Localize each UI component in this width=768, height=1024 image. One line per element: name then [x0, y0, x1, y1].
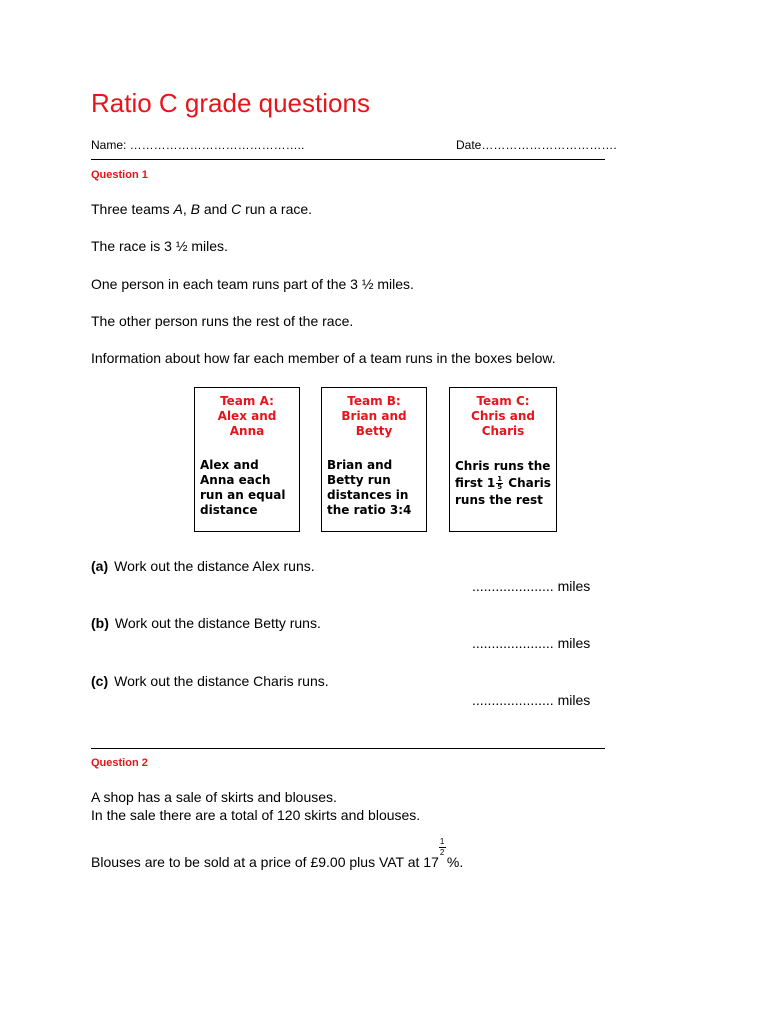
page-title: Ratio C grade questions [91, 88, 370, 118]
team-c-box [449, 387, 557, 532]
q1-paragraph-2: The race is 3 ½ miles. [91, 238, 228, 254]
team-b-box [321, 387, 427, 532]
q1-part-a-answer-line[interactable]: ..................... miles [472, 578, 591, 594]
team-a-box [194, 387, 300, 532]
section-divider [91, 748, 605, 749]
team-c-description: Chris runs the first 1 $\frac{1}{5}$ Charis runs the rest [455, 459, 551, 507]
q1-part-a: (a) Work out the distance Alex runs. [91, 558, 315, 574]
q1-part-b-answer-line[interactable]: ..................... miles [472, 635, 591, 651]
q2-paragraph-2: In the sale there are a total of 120 skirts and blouses. [91, 807, 421, 823]
team-b-description: Brian and Betty run distances in the ratio 3:4 [327, 458, 412, 517]
team-b-title: Team B: Brian and Betty [341, 394, 407, 438]
q1-part-c: (c) Work out the distance Charis runs. [91, 673, 329, 689]
q2-paragraph-3: Blouses are to be sold at a price of £9.00 plus VAT at 17 $\frac{1}{2}$ %. [91, 837, 464, 870]
header-divider [91, 159, 605, 160]
q2-paragraph-1: A shop has a sale of skirts and blouses. [91, 789, 337, 805]
question-2-heading: Question 2 [91, 757, 148, 769]
date-label: Date……………………………. [456, 138, 617, 152]
q1-paragraph-3: One person in each team runs part of the 3 ½ miles. [91, 276, 414, 292]
team-c-title: Team C: Chris and Charis [471, 394, 535, 438]
fraction-one-fifth: $\frac{1}{5}$ [497, 475, 503, 491]
q1-part-b: (b) Work out the distance Betty runs. [91, 615, 321, 631]
team-a-description: Alex and Anna each run an equal distance [200, 458, 286, 517]
q1-paragraph-4: The other person runs the rest of the race. [91, 313, 354, 329]
fraction-one-half: $\frac{1}{2}$ [439, 837, 445, 857]
q1-paragraph-5: Information about how far each member of a team runs in the boxes below. [91, 350, 556, 366]
name-label: Name: …………………………………….. [91, 138, 305, 152]
q1-part-c-answer-line[interactable]: ..................... miles [472, 692, 591, 708]
question-1-heading: Question 1 [91, 169, 148, 181]
team-a-title: Team A: Alex and Anna [217, 394, 277, 438]
q1-paragraph-1: Three teams A, B and C run a race. [91, 201, 313, 217]
